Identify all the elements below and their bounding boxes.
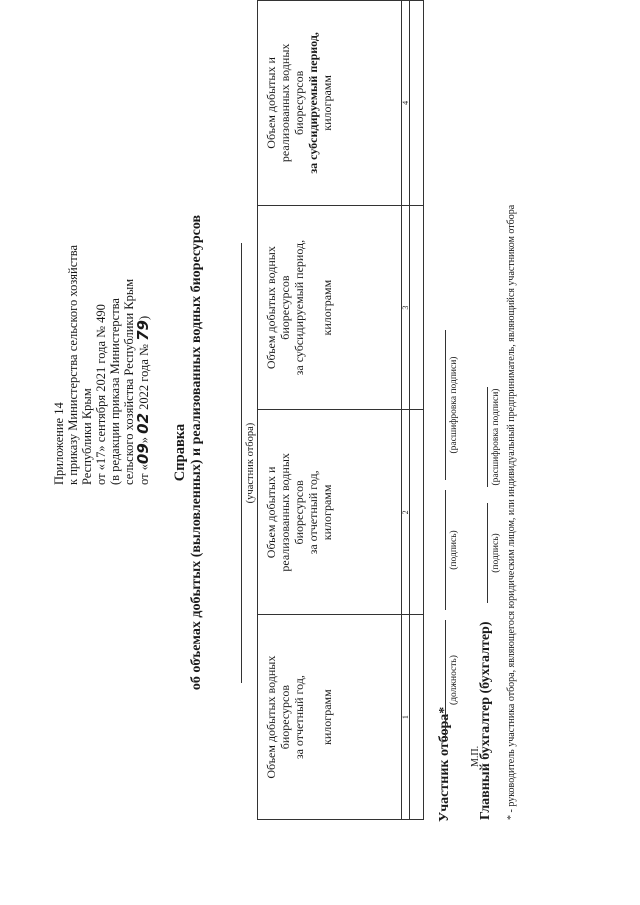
annex-line-1: Приложение 14: [52, 402, 66, 485]
accountant-decoding-fill-line: [487, 387, 488, 487]
accountant-signature-fill-line: [487, 503, 488, 603]
header-cell-3: [258, 205, 402, 410]
annex-date-month: 02: [134, 412, 152, 434]
annex-header: [52, 85, 151, 485]
annex-date-prefix: от «: [137, 464, 151, 485]
header-cell-4: [258, 1, 402, 206]
header-3-line-1: Объем добытых водных: [264, 246, 278, 370]
header-cell-2: [258, 410, 402, 615]
accountant-decoding-caption: (расшифровка подписи): [491, 388, 501, 486]
table-cell[interactable]: [410, 205, 424, 410]
participant-caption: (участник отбора): [245, 422, 256, 504]
annex-date-day: 09: [134, 443, 152, 465]
participant-signature-label: Участник отбора*: [437, 706, 452, 822]
annex-date-year: 2022 года №: [137, 340, 151, 413]
table-cell[interactable]: [410, 1, 424, 206]
accountant-signature-caption: (подпись): [491, 533, 501, 573]
signature-fill-line: [445, 490, 446, 610]
table-row: [410, 1, 424, 820]
header-3-line-2: биоресурсов: [278, 275, 292, 340]
footnote: * - руководитель участника отбора, являющегося юридическим лицом, или индивидуальный предприниматель, являющийся участником отбора: [506, 204, 517, 820]
document-subtitle: об объемах добытых (выловленных) и реализованных водных биоресурсов: [189, 214, 204, 691]
header-4-line-4: за субсидируемый период,: [306, 32, 320, 174]
column-number-3: 3: [402, 205, 410, 410]
header-4-unit: килограмм: [320, 75, 334, 131]
annex-line-3: Республики Крым: [80, 388, 94, 485]
header-3-unit: килограмм: [320, 279, 334, 336]
annex-order-number: 79: [134, 320, 152, 341]
header-4-line-2: реализованных водных: [278, 43, 292, 163]
stamp-place-label: М.П.: [470, 745, 481, 767]
annex-line-2: к приказу Министерства сельского хозяйства: [66, 244, 80, 485]
header-2-line-4: за отчетный год,: [306, 470, 320, 555]
table-cell[interactable]: [410, 410, 424, 615]
header-1-line-2: биоресурсов: [278, 684, 292, 750]
annex-line-4: от «17» сентября 2021 года № 490: [94, 304, 108, 485]
header-cell-1: [258, 615, 402, 820]
header-2-line-1: Объем добытых и: [264, 466, 278, 559]
position-caption: (должность): [449, 655, 459, 705]
header-4-line-1: Объем добытых и: [264, 57, 278, 149]
table-cell[interactable]: [410, 615, 424, 820]
header-1-line-1: Объем добытых водных: [264, 655, 278, 779]
header-4-line-3: биоресурсов: [292, 70, 306, 136]
table-header-row: [258, 1, 402, 820]
document-title: Справка: [172, 423, 188, 482]
column-number-4: 4: [402, 1, 410, 206]
column-number-1: 1: [402, 615, 410, 820]
position-fill-line: [445, 620, 446, 740]
decoding-fill-line: [445, 330, 446, 480]
header-1-line-3: за отчетный год,: [292, 675, 306, 760]
header-2-unit: килограмм: [320, 484, 334, 541]
decoding-caption: (расшифровка подписи): [449, 356, 459, 454]
accountant-signature-label: Главный бухгалтер (бухгалтер): [478, 621, 493, 820]
annex-date-sep: »: [137, 433, 151, 444]
signature-caption: (подпись): [449, 530, 459, 570]
header-2-line-2: реализованных водных: [278, 453, 292, 572]
header-1-unit: килограмм: [320, 689, 334, 745]
annex-line-7: [136, 85, 151, 485]
biores-volume-table: [257, 0, 424, 820]
annex-close-paren: ): [137, 315, 151, 321]
header-2-line-3: биоресурсов: [292, 480, 306, 545]
column-number-2: 2: [402, 410, 410, 615]
header-3-line-3: за субсидируемый период,: [292, 239, 306, 376]
table-number-row: [402, 1, 410, 820]
participant-fill-line: [241, 243, 242, 683]
annex-line-6: сельского хозяйства Республики Крым: [122, 278, 136, 485]
annex-line-5: (в редакции приказа Министерства: [108, 298, 122, 485]
